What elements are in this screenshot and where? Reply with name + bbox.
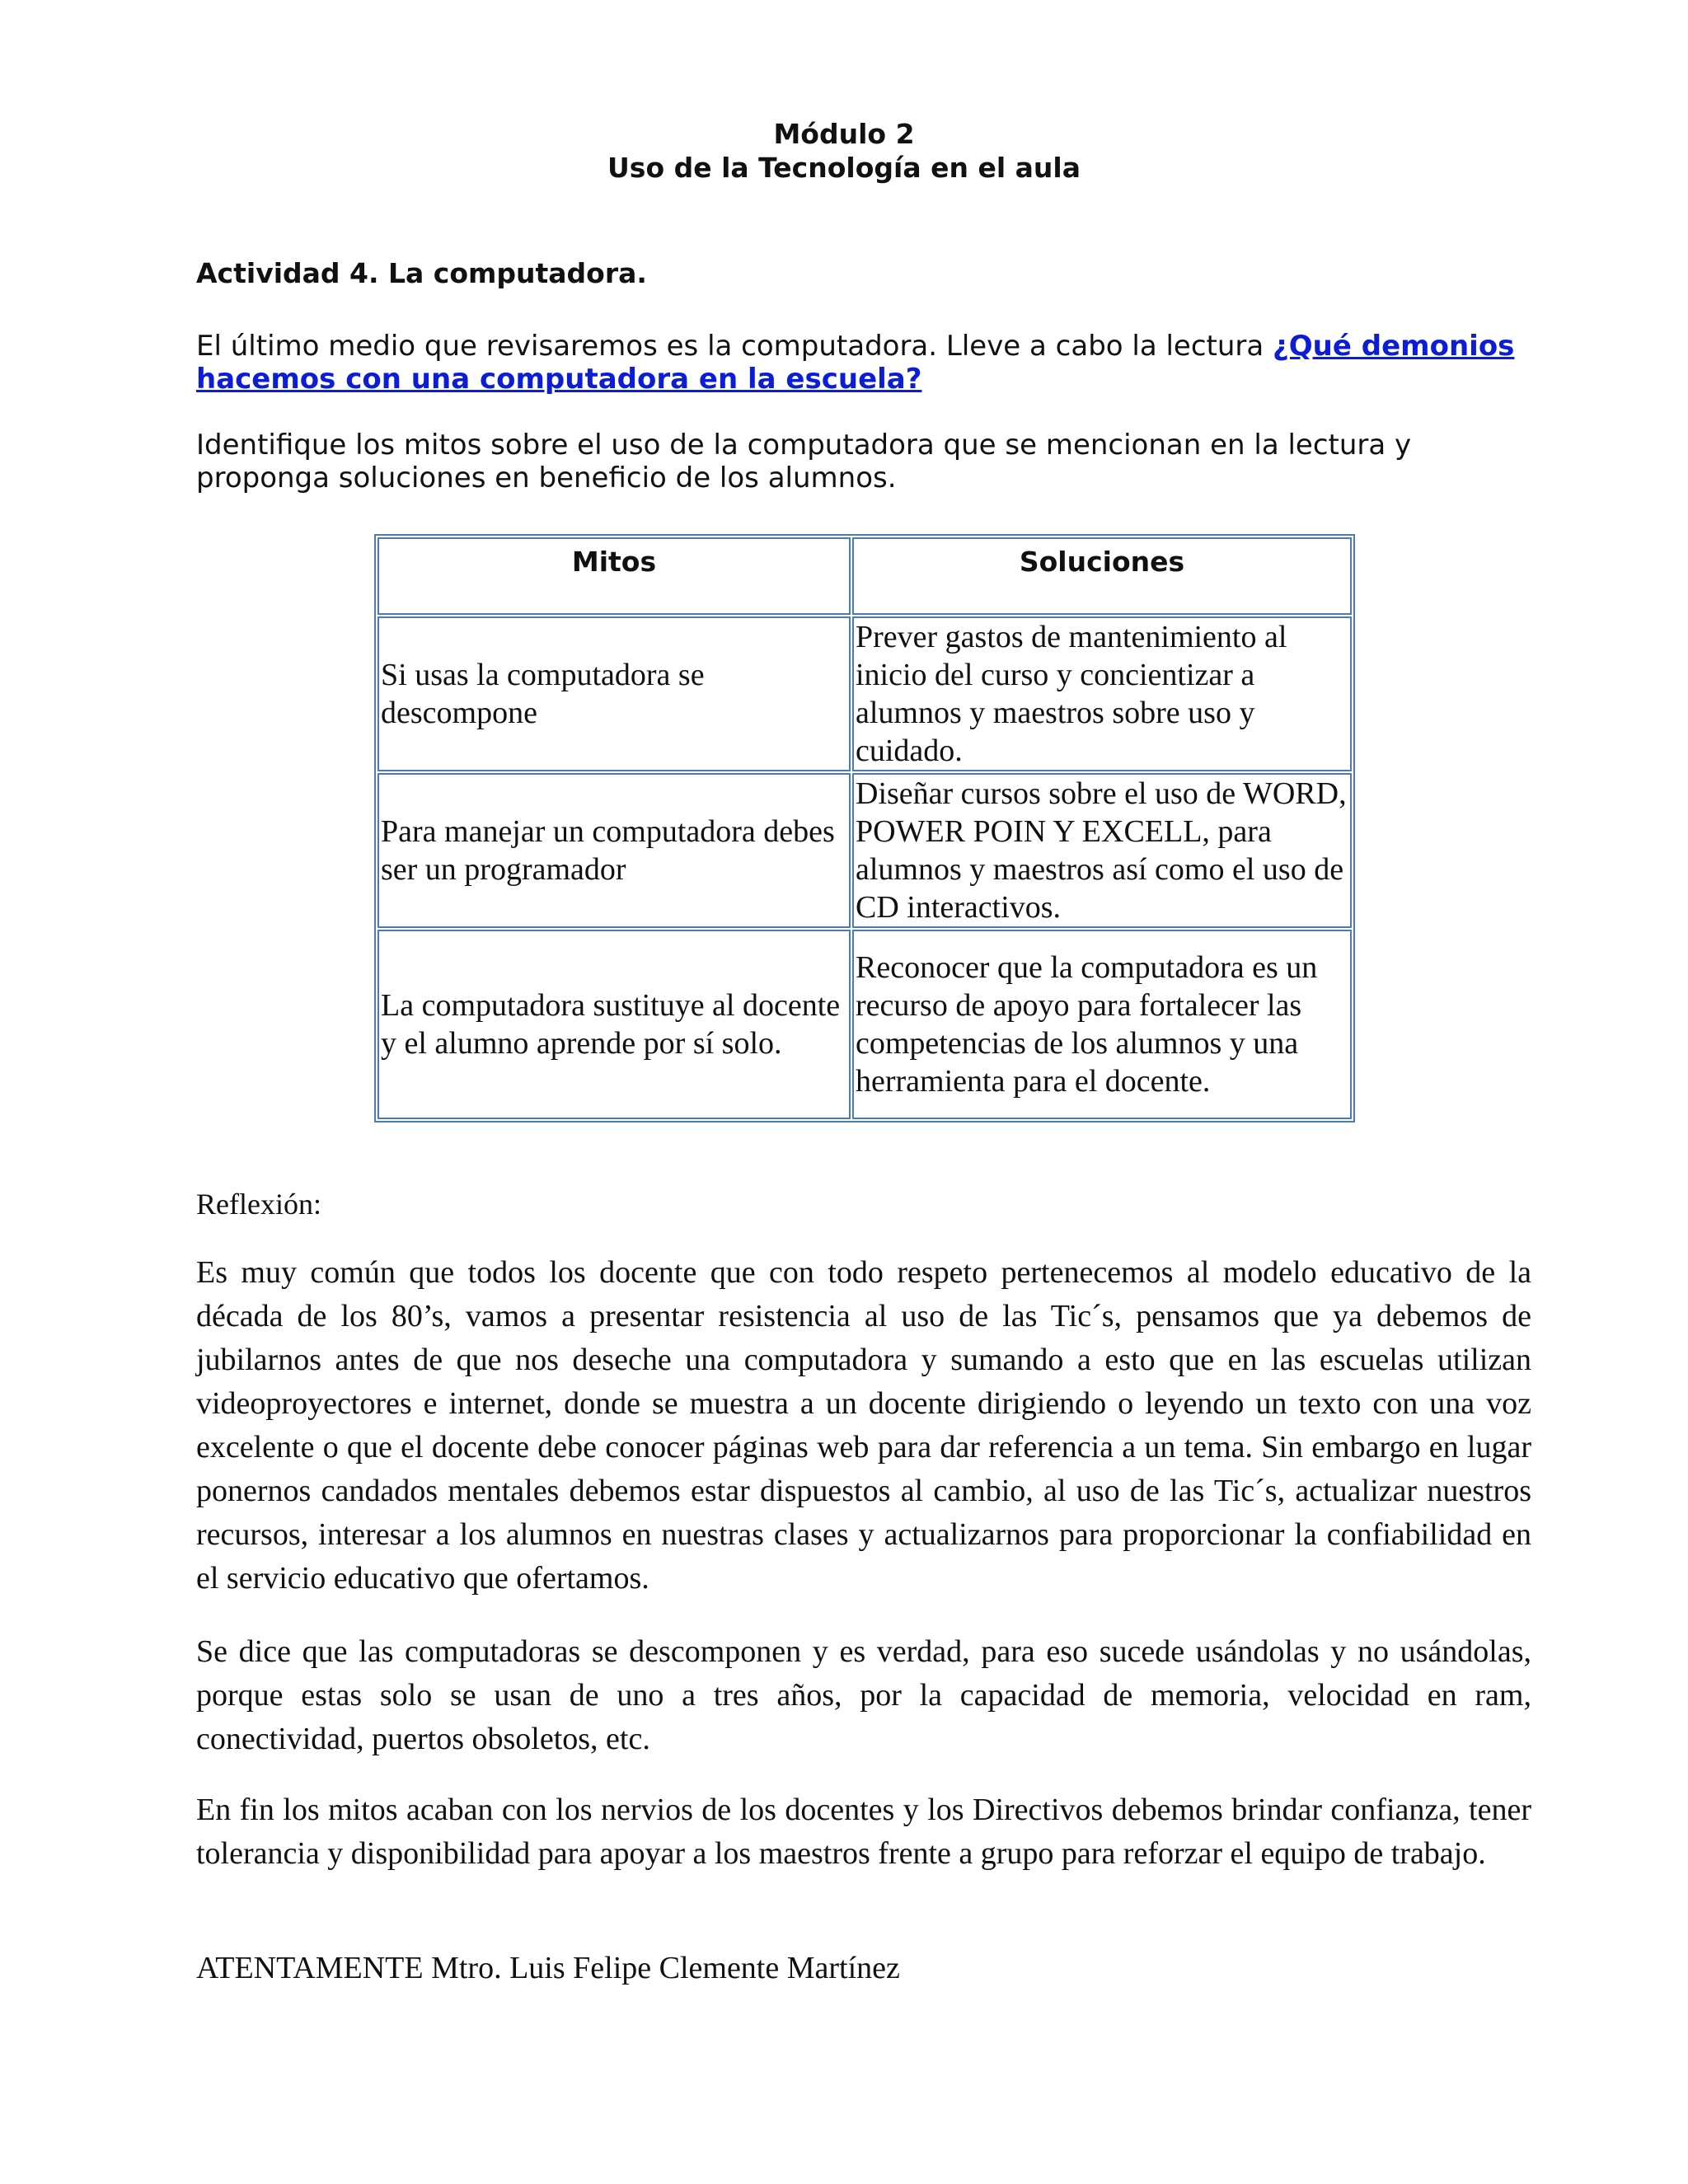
mito-cell: Si usas la computadora se descompone [377, 616, 851, 771]
header-mitos: Mitos [377, 537, 851, 615]
solucion-cell: Prever gastos de mantenimiento al inicio del curso y concientizar a alumnos y maestros sobre uso y cuidado. [852, 616, 1352, 771]
mito-cell: Para manejar un computadora debes ser un programador [377, 773, 851, 928]
solucion-cell: Diseñar cursos sobre el uso de WORD, POWER POIN Y EXCELL, para alumnos y maestros así como el uso de CD interactivos. [852, 773, 1352, 928]
table-row [377, 773, 1352, 928]
table-header-row [377, 537, 1352, 615]
mito-cell: La computadora sustituye al docente y el alumno aprende por sí solo. [377, 930, 851, 1119]
table-row [377, 930, 1352, 1119]
reflection-label: Reflexión: [196, 1188, 321, 1221]
solucion-cell: Reconocer que la computadora es un recurso de apoyo para fortalecer las competencias de los alumnos y una herramienta para el docente. [852, 930, 1352, 1119]
document-heading [0, 117, 1688, 185]
signature: ATENTAMENTE Mtro. Luis Felipe Clemente Martínez [196, 1951, 900, 1985]
reflection-paragraph: En fin los mitos acaban con los nervios de los docentes y los Directivos debemos brindar confianza, tener tolerancia y disponibilidad para apoyar a los maestros frente a grupo para reforzar el equipo de trabajo. [196, 1793, 1531, 1871]
module-subtitle: Uso de la Tecnología en el aula [607, 152, 1081, 184]
header-soluciones: Soluciones [852, 537, 1352, 615]
reflection-paragraph: Se dice que las computadoras se descomponen y es verdad, para eso sucede usándolas y no usándolas, porque estas solo se usan de uno a tres años, por la capacidad de memoria, velocidad en ram, conectividad, puertos obsoletos, etc. [196, 1634, 1531, 1756]
myths-solutions-table [374, 534, 1355, 1122]
table-row [377, 616, 1352, 771]
activity-intro [196, 330, 1548, 396]
activity-title: Actividad 4. La computadora. [196, 257, 647, 289]
reflection-paragraph: Es muy común que todos los docente que con todo respeto pertenecemos al modelo educativo de la década de los 80’s, vamos a presentar resistencia al uso de las Tic´s, pensamos que ya debemos de jubilarnos antes de que nos deseche una computadora y sumando a esto que en las escuelas utilizan videoproyectores e internet, donde se muestra a un docente dirigiendo o leyendo un texto con una voz excelente o que el docente debe conocer páginas web para dar referencia a un tema. Sin embargo en lugar ponernos candados mentales debemos estar dispuestos al cambio, al uso de las Tic´s, actualizar nuestros recursos, interesar a los alumnos en nuestras clases y actualizarnos para proporcionar la confiabilidad en el servicio educativo que ofertamos. [196, 1255, 1531, 1596]
intro-text: El último medio que revisaremos es la computadora. Lleve a cabo la lectura [196, 330, 1273, 363]
reading-link[interactable]: ¿Qué demonios hacemos con una computadora en la escuela? [196, 330, 1515, 396]
module-title: Módulo 2 [773, 118, 915, 150]
activity-instructions: Identifique los mitos sobre el uso de la computadora que se mencionan en la lectura y proponga soluciones en beneficio de los alumnos. [196, 429, 1412, 494]
